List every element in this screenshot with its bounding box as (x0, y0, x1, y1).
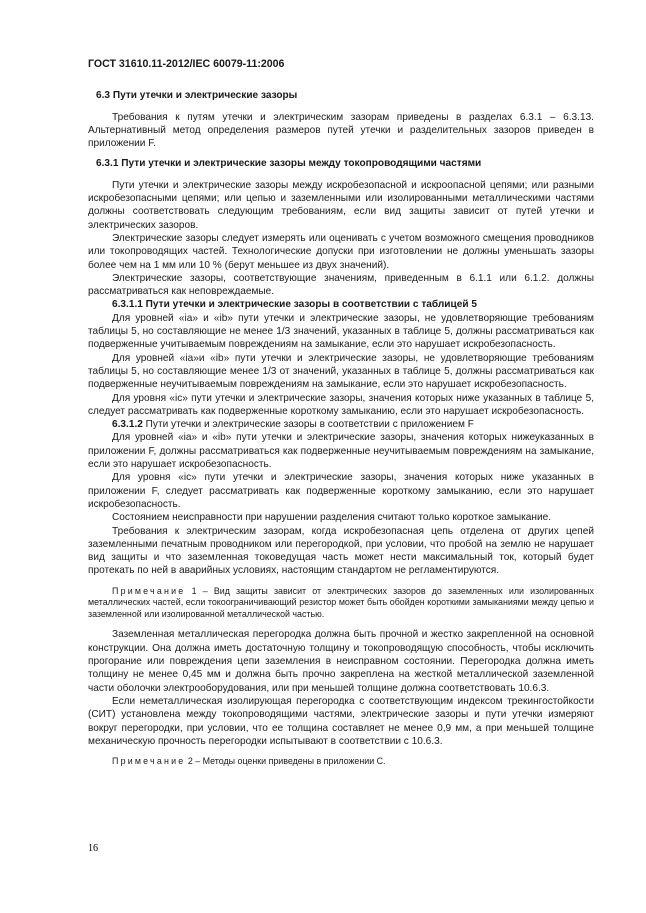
note-1: Примечание 1 – Вид защиты зависит от электрических зазоров до заземленных или изолированных металлических частей, если токоограничивающий резистор может быть обойден короткими замыканиями между цепью и заземленной или изолированной металлической частью. (88, 585, 594, 619)
section-6-3-1-title: 6.3.1 Пути утечки и электрические зазоры между токопроводящими частями (96, 158, 482, 170)
section-6-3-1-2-paragraph-2: Для уровня «ic» пути утечки и электрические зазоры, значения которых ниже указанных в приложении F, следует рассматривать как подверженные короткому замыканию, если это нарушает искробезопасность. (88, 472, 594, 510)
section-6-3-1-paragraph-2: Электрические зазоры следует измерять или оценивать с учетом возможного смещения проводников или токопроводящих частей. Технологические допуски при изготовлении не должны уменьшать зазоры более чем на 1 мм или 10 % (берут меньшее из двух значений). (88, 232, 594, 271)
barrier-paragraph-1: Заземленная металлическая перегородка должна быть прочной и жестко закрепленной на основной конструкции. Она должна иметь достаточную толщину и токопроводящую способность, чтобы исключить прогорание или повреждения цепи заземления в неисправном состоянии. Перегородка должна иметь толщину не менее 0,45 мм и должна быть прочно закреплена на жесткой металлической заземленной части оболочки электрооборудования, или при меньшей толщине должна соответствовать 10.6.3. (88, 629, 594, 694)
section-6-3-1-1-title: 6.3.1.1 Пути утечки и электрические зазоры в соответствии с таблицей 5 (112, 299, 477, 311)
section-6-3-title: 6.3 Пути утечки и электрические зазоры (96, 90, 298, 102)
document-header: ГОСТ 31610.11-2012/IEC 60079-11:2006 (88, 58, 285, 70)
section-6-3-1-2-paragraph-3: Состоянием неисправности при нарушении разделения считают только короткое замыкание. (112, 512, 552, 524)
section-6-3-1-1-paragraph-1: Для уровней «ia» и «ib» пути утечки и электрические зазоры, не удовлетворяющие требованиям таблицы 5, но составляющие не менее 1/3 значений, указанных в таблице 5, должны рассматриваться как подверженные учитываемым повреждениям на замыкание, если это нарушает искробезопасность. (88, 312, 594, 351)
page-number: 16 (88, 843, 99, 854)
note-2: Примечание 2 – Методы оценки приведены в приложении С. (112, 756, 386, 767)
section-6-3-1-2-title: 6.3.1.2 Пути утечки и электрические зазоры в соответствии с приложением F (112, 419, 474, 431)
section-6-3-1-2-paragraph-4: Требования к электрическим зазорам, когда искробезопасная цепь отделена от других цепей заземленными печатным проводником или перегородкой, при условии, что пробой на землю не нарушает вид защиты и что заземленная токоведущая часть может нести максимальный ток, который будет протекать по ней в аварийных условиях, настоящим стандартом не регламентируются. (88, 525, 594, 577)
section-6-3-1-1-paragraph-3: Для уровня «ic» пути утечки и электрические зазоры, значения которых ниже указанных в таблице 5, следует рассматривать как подверженные короткому замыканию, если это нарушает искробезопасность. (88, 392, 594, 417)
barrier-paragraph-2: Если неметаллическая изолирующая перегородка с соответствующим индексом трекингостойкости (СИТ) установлена между токопроводящими частями, электрические зазоры и пути утечки измеряют вокруг перегородки, при условии, что ее толщина составляет не менее 0,9 мм, а при меньшей толщине механическую прочность перегородки испытывают в соответствии с 10.6.3. (88, 695, 594, 747)
section-6-3-1-1-paragraph-2: Для уровней «ia»и «ib» пути утечки и электрические зазоры, не удовлетворяющие требованиям таблицы 5, но составляющие менее 1/3 от значений, указанных в таблице 5, должны рассматриваться как подверженные неучитываемым повреждениям на замыкание, если это нарушает искробезопасность. (88, 352, 594, 391)
section-6-3-1-2-paragraph-1: Для уровней «ia» и «ib» пути утечки и электрические зазоры, значения которых нижеуказанных в приложении F, должны рассматриваться как подверженные неучитываемым повреждениям на замыкание, если это нарушает искробезопасность. (88, 432, 594, 471)
section-6-3-1-paragraph-3: Электрические зазоры, соответствующие значениям, приведенным в 6.1.1 или 6.1.2. должны рассматриваться как неповреждаемые. (88, 272, 594, 298)
section-6-3-paragraph: Требования к путям утечки и электрическим зазорам приведены в разделах 6.3.1 – 6.3.13. Альтернативный метод определения размеров путей утечки и разделительных зазоров приведен в приложении F. (88, 111, 594, 150)
section-6-3-1-paragraph-1: Пути утечки и электрические зазоры между искробезопасной и искроопасной цепями; или разными искробезопасными цепями; или цепью и заземленными или изолированными металлическими частями должны соответствовать следующим требованиям, если вид защиты зависит от путей утечки и электрических зазоров. (88, 179, 594, 231)
